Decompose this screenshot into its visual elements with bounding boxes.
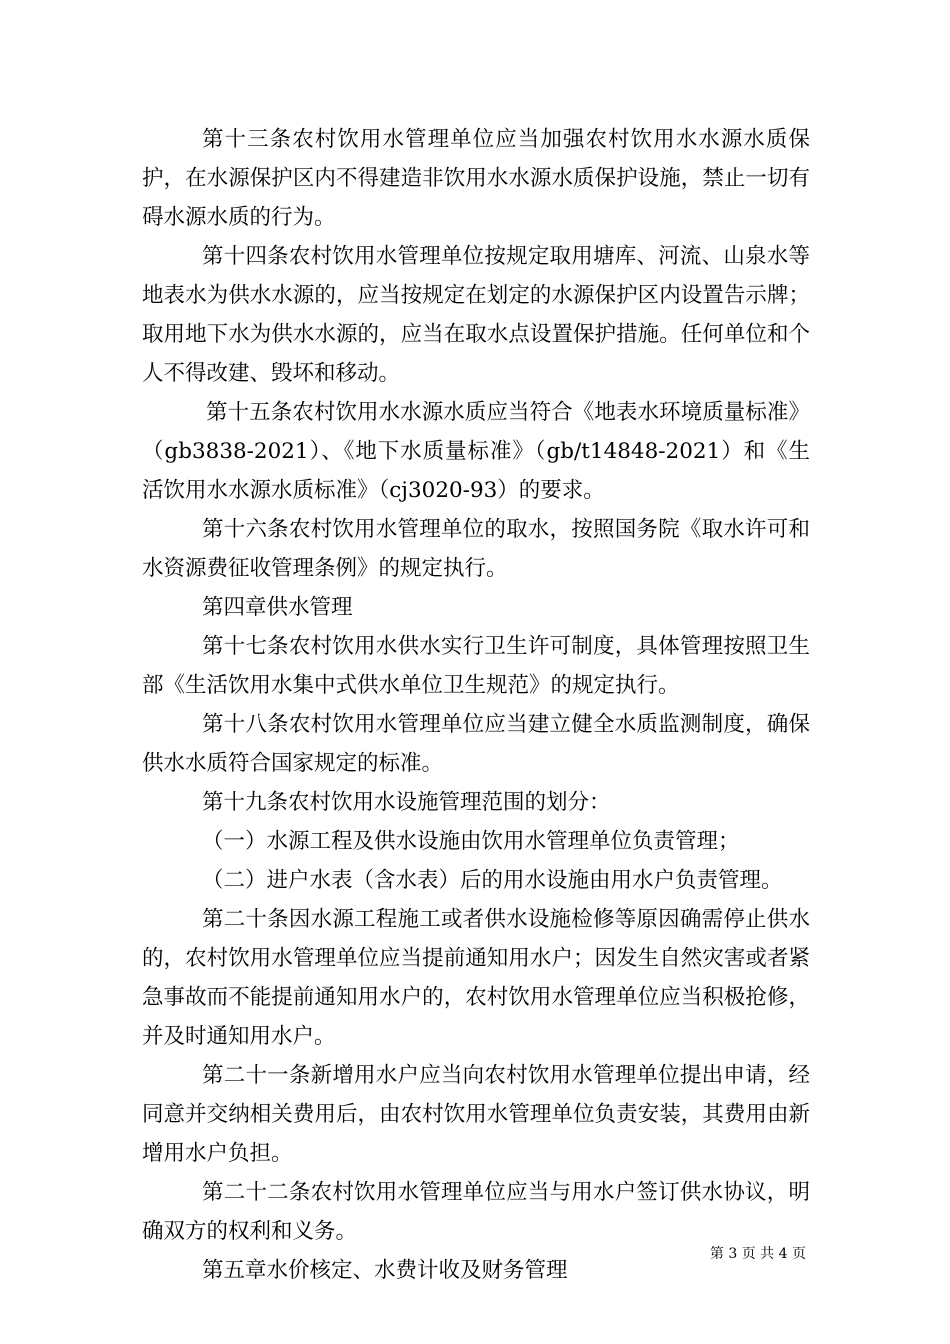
document-body — [142, 120, 810, 1290]
paragraph-article-16: 第十六条农村饮用水管理单位的取水，按照国务院《取水许可和水资源费征收管理条例》的规定执行。 — [142, 517, 810, 581]
paragraph-article-17: 第十七条农村饮用水供水实行卫生许可制度，具体管理按照卫生部《生活饮用水集中式供水单位卫生规范》的规定执行。 — [142, 634, 810, 698]
chapter-heading-4: 第四章供水管理 — [202, 595, 353, 620]
list-item-2: （二）进户水表（含水表）后的用水设施由用水户负责管理。 — [202, 868, 783, 893]
paragraph-article-19: 第十九条农村饮用水设施管理范围的划分： — [202, 790, 611, 815]
list-item-1: （一）水源工程及供水设施由饮用水管理单位负责管理； — [202, 829, 740, 854]
paragraph-article-21: 第二十一条新增用水户应当向农村饮用水管理单位提出申请，经同意并交纳相关费用后，由农村饮用水管理单位负责安装，其费用由新增用水户负担。 — [142, 1063, 810, 1166]
paragraph-article-20: 第二十条因水源工程施工或者供水设施检修等原因确需停止供水的，农村饮用水管理单位应当提前通知用水户；因发生自然灾害或者紧急事故而不能提前通知用水户的，农村饮用水管理单位应当积极抢修，并及时通知用水户。 — [142, 907, 810, 1049]
paragraph-article-18: 第十八条农村饮用水管理单位应当建立健全水质监测制度，确保供水水质符合国家规定的标准。 — [142, 712, 810, 776]
chapter-heading-5: 第五章水价核定、水费计收及财务管理 — [202, 1258, 568, 1283]
paragraph-article-13: 第十三条农村饮用水管理单位应当加强农村饮用水水源水质保护，在水源保护区内不得建造非饮用水水源水质保护设施，禁止一切有碍水源水质的行为。 — [142, 127, 810, 230]
paragraph-article-22: 第二十二条农村饮用水管理单位应当与用水户签订供水协议，明确双方的权利和义务。 — [142, 1180, 810, 1244]
paragraph-article-15: 第十五条农村饮用水水源水质应当符合《地表水环境质量标准》（gb3838-2021）、《地下水质量标准》（gb/t14848-2021）和《生活饮用水水源水质标准》（cj3020-93）的要求。 — [142, 400, 810, 503]
paragraph-article-14: 第十四条农村饮用水管理单位按规定取用塘库、河流、山泉水等地表水为供水水源的，应当按规定在划定的水源保护区内设置告示牌；取用地下水为供水水源的，应当在取水点设置保护措施。任何单位和个人不得改建、毁坏和移动。 — [142, 244, 810, 386]
page-number-footer: 第 3 页 共 4 页 — [709, 1246, 806, 1262]
